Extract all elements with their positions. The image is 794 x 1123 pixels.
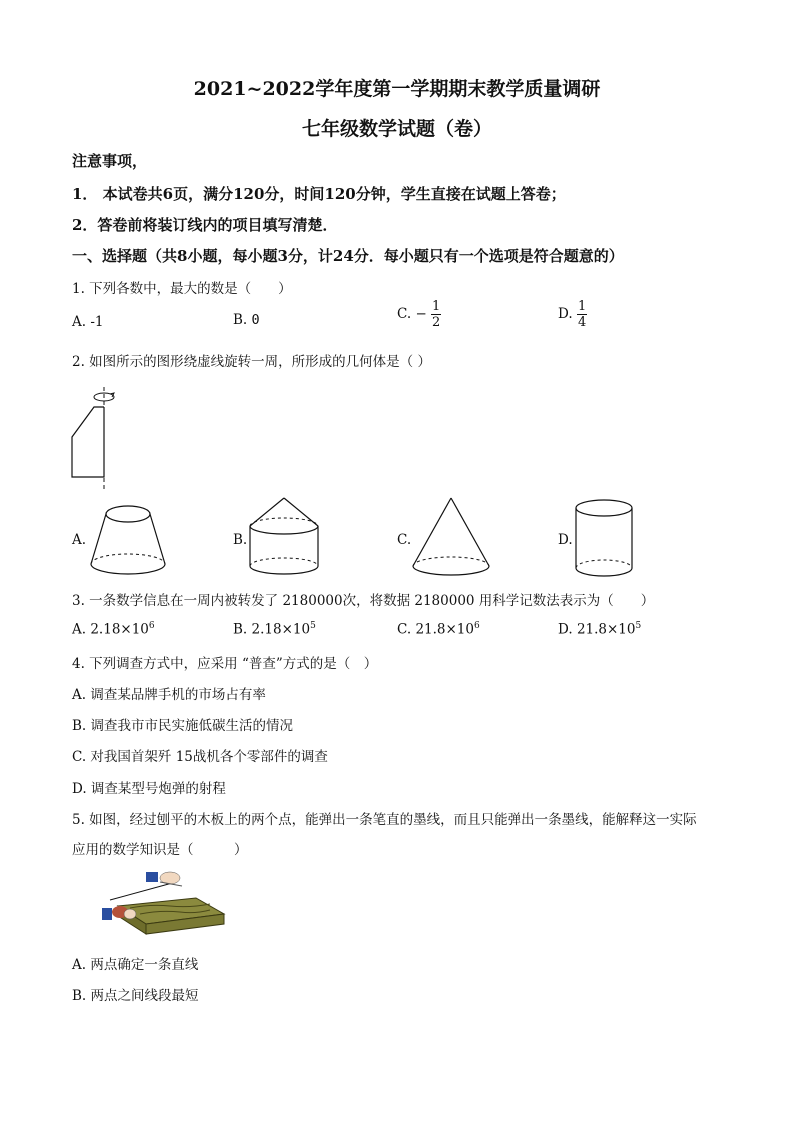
numerator: 1 [577,299,587,314]
notice-heading: 注意事项， [72,152,148,170]
numerator: 1 [432,299,441,314]
question-4-option-b: B. 调查我市市民实施低碳生活的情况 [72,718,294,734]
question-5-option-b: B. 两点之间线段最短 [72,988,199,1004]
question-1-stem: 1. 下列各数中，最大的数是（ ） [72,281,292,297]
option-label: A. [72,314,87,330]
cone-on-cylinder-figure [248,496,320,580]
fraction [577,299,587,330]
question-5-option-a: A. 两点确定一条直线 [72,957,199,973]
page-title: 2021~2022学年度第一学期期末教学质量调研 [193,78,601,100]
option-exponent: 6 [474,621,480,631]
question-3-option-a [72,621,155,638]
option-sign: − [415,306,427,322]
notice-item-1: 1． 本试卷共6页，满分120分，时间120分钟，学生直接在试题上答卷； [72,185,566,203]
wooden-board-illustration [100,868,230,938]
option-value: 21.8×10 [576,621,636,638]
cylinder-figure [574,498,634,580]
option-exponent: 5 [310,621,316,631]
question-3-stem: 3. 一条数学信息在一周内被转发了 2180000次，将数据 2180000 用科学记数法表示为（ ） [72,593,655,609]
question-1-option-b [233,312,260,328]
question-2-option-b-label: B. [233,532,248,548]
question-4-option-d: D. 调查某型号炮弹的射程 [72,781,226,797]
question-2-stem: 2. 如图所示的图形绕虚线旋转一周，所形成的几何体是（ ） [72,354,431,370]
option-value: 2.18×10 [90,621,149,638]
question-4-option-a: A. 调查某品牌手机的市场占有率 [72,687,266,703]
question-2-option-a-label: A. [72,532,87,548]
page-subtitle: 七年级数学试题（卷） [301,118,492,140]
question-4-stem: 4. 下列调查方式中，应采用 “普查”方式的是（ ） [72,656,378,672]
fraction [431,299,441,330]
denominator: 4 [577,315,587,330]
notice-item-2: 2．答卷前将装订线内的项目填写清楚． [72,216,338,234]
question-1-option-c [397,299,441,330]
option-value: 2.18×10 [251,621,311,638]
option-value: -1 [90,314,104,330]
option-exponent: 5 [635,621,642,631]
question-5-stem-line-1: 5. 如图，经过刨平的木板上的两个点，能弹出一条笔直的墨线，而且只能弹出一条墨线，能解释这一实际 [72,812,697,828]
option-label: C. [397,306,412,322]
question-2-option-c-label: C. [397,532,412,548]
question-3-option-d [558,621,641,638]
option-label: D. [558,621,577,638]
denominator: 2 [432,315,441,330]
option-value: 21.8×10 [415,621,474,638]
option-label: B. [233,621,252,638]
question-5-stem-line-2: 应用的数学知识是（ ） [72,842,248,858]
question-1-option-d [558,299,587,330]
question-1-option-a [72,314,104,330]
option-label: D. [558,306,573,322]
question-2-option-d-label: D. [558,532,573,548]
question-3-option-c [397,621,480,638]
question-3-option-b [233,621,316,638]
rotation-figure [60,385,130,495]
frustum-figure [88,500,168,580]
option-label: A. [72,621,91,638]
option-exponent: 6 [148,621,155,631]
question-4-option-c: C. 对我国首架歼 15战机各个零部件的调查 [72,749,328,765]
option-label: B. [233,312,248,328]
option-value: 0 [251,312,260,328]
option-label: C. [397,621,416,638]
cone-figure [410,496,492,580]
section-heading: 一、选择题（共8小题，每小题3分，计24分．每小题只有一个选项是符合题意的） [72,247,624,265]
